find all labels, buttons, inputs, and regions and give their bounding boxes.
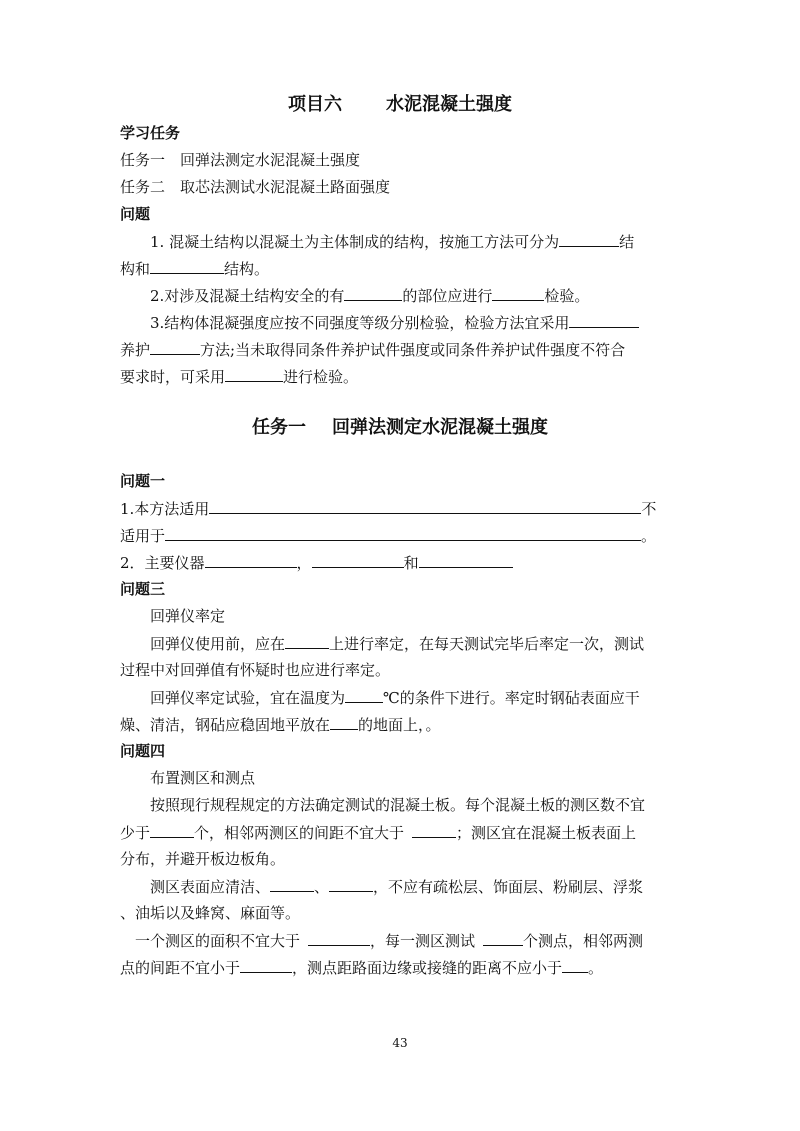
task1-title <box>0 415 800 441</box>
project-title-text: 水泥混凝土强度 <box>386 94 512 115</box>
blank[interactable] <box>569 310 639 328</box>
question1-line2: 构和 结构。 <box>120 256 269 281</box>
question3-line1: 3.结构体混凝强度应按不同强度等级分别检验，检验方法宜采用 <box>150 310 639 335</box>
blank[interactable] <box>483 928 523 946</box>
blank[interactable] <box>412 820 456 838</box>
blank[interactable] <box>165 523 641 541</box>
project-title-number: 项目六 <box>288 94 342 115</box>
problem4-p3-line2: 点的间距不宜小于 ，测点距路面边缘或接缝的距离不应小于 。 <box>120 955 603 980</box>
learning-tasks-heading: 学习任务 <box>120 124 181 142</box>
task2-line: 任务二 取芯法测试水泥混凝土路面强度 <box>120 178 391 196</box>
blank[interactable] <box>285 631 329 649</box>
blank[interactable] <box>562 955 588 973</box>
problem4-subheading: 布置测区和测点 <box>150 769 256 787</box>
blank[interactable] <box>312 550 404 568</box>
problem4-p1-line3: 分布，并避开板边板角。 <box>120 850 286 868</box>
problem4-p2-line2: 、油垢以及蜂窝、麻面等。 <box>120 904 301 922</box>
blank[interactable] <box>419 550 513 568</box>
question3-line3: 要求时，可采用 进行检验。 <box>120 364 358 389</box>
problem3-p2-line2: 燥、清洁，钢砧应稳固地平放在 的地面上，。 <box>120 712 441 737</box>
problem1-line1: 1.本方法适用 不 <box>120 496 656 521</box>
blank[interactable] <box>345 685 383 703</box>
task1-line: 任务一 回弹法测定水泥混凝土强度 <box>120 151 361 169</box>
blank[interactable] <box>205 550 297 568</box>
blank[interactable] <box>330 712 358 730</box>
question1-line1: 1. 混凝土结构以混凝土为主体制成的结构，按施工方法可分为 结 <box>150 229 634 254</box>
problem3-subheading: 回弹仪率定 <box>150 607 226 625</box>
page-number: 43 <box>392 1036 408 1050</box>
task1-title-number: 任务一 <box>252 417 306 438</box>
problem4-p1-line2: 少于 个，相邻两测区的间距不宜大于 ；测区宜在混凝土板表面上 <box>120 820 636 845</box>
problem3-p2-line1: 回弹仪率定试验，宜在温度为 ℃的条件下进行。率定时钢砧表面应干 <box>150 685 640 710</box>
blank[interactable] <box>209 496 641 514</box>
project-title <box>0 92 800 118</box>
question2-line: 2.对涉及混凝土结构安全的有 的部位应进行 检验。 <box>150 283 589 308</box>
blank[interactable] <box>329 874 373 892</box>
problem4-p2-line1: 测区表面应清洁、 、 ，不应有疏松层、饰面层、粉刷层、浮浆 <box>150 874 643 899</box>
blank[interactable] <box>240 955 292 973</box>
problem3-p1-line1: 回弹仪使用前，应在 上进行率定，在每天测试完毕后率定一次，测试 <box>150 631 644 656</box>
blank[interactable] <box>492 283 544 301</box>
blank[interactable] <box>150 256 224 274</box>
problem4-heading: 问题四 <box>120 742 166 760</box>
blank[interactable] <box>270 874 314 892</box>
problem1-line3: 2．主要仪器 ， 和 <box>120 550 513 575</box>
problem1-line2: 适用于 。 <box>120 523 656 548</box>
blank[interactable] <box>225 364 283 382</box>
task1-title-text: 回弹法测定水泥混凝土强度 <box>332 417 548 438</box>
blank[interactable] <box>150 820 194 838</box>
questions-heading: 问题 <box>120 205 151 223</box>
problem4-p3-line1: 一个测区的面积不宜大于 ，每一测区测试 个测点，相邻两测 <box>135 928 643 953</box>
blank[interactable] <box>344 283 402 301</box>
problem1-heading: 问题一 <box>120 472 166 490</box>
problem3-heading: 问题三 <box>120 580 166 598</box>
problem3-p1-line2: 过程中对回弹值有怀疑时也应进行率定。 <box>120 661 391 679</box>
blank[interactable] <box>559 229 619 247</box>
blank[interactable] <box>150 337 200 355</box>
problem4-p1-line1: 按照现行规程规定的方法确定测试的混凝土板。每个混凝土板的测区数不宜 <box>150 796 646 814</box>
question3-line2: 养护 方法;当未取得同条件养护试件强度或同条件养护试件强度不符合 <box>120 337 625 362</box>
blank[interactable] <box>308 928 370 946</box>
